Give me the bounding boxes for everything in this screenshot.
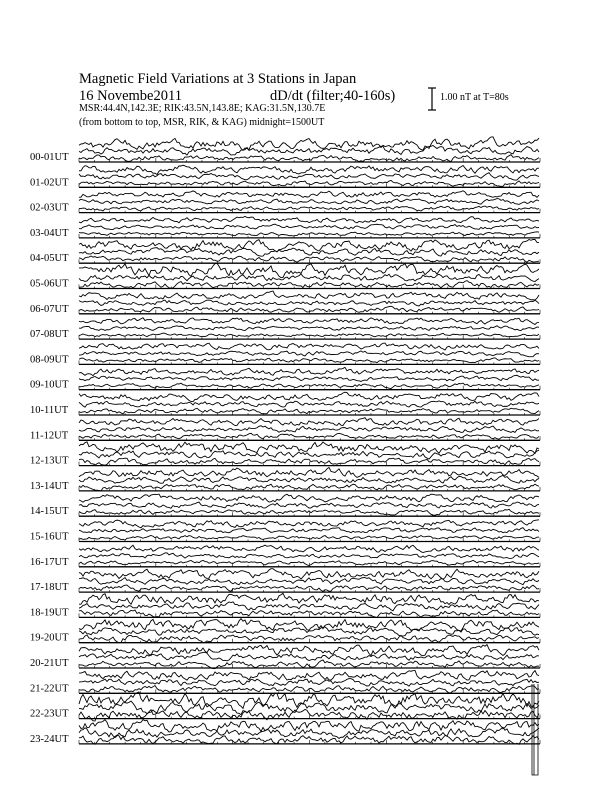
station-coordinates: MSR:44.4N,142.3E; RIK:43.5N,143.8E; KAG:31.5N,130.7E [79, 103, 326, 114]
hour-label: 06-07UT [30, 303, 69, 315]
trace-rik [79, 248, 539, 257]
trace-rik [79, 351, 539, 357]
hour-label: 00-01UT [30, 152, 69, 163]
trace-kag [79, 442, 539, 454]
hour-label: 16-17UT [30, 556, 69, 568]
trace-kag [79, 191, 539, 198]
trace-kag [79, 291, 539, 300]
hour-label: 20-21UT [30, 658, 69, 669]
trace-kag [79, 263, 539, 277]
trace-kag [79, 418, 539, 426]
station-order-note: (from bottom to top, MSR, RIK, & KAG) midnight=1500UT [79, 117, 325, 128]
hour-label: 10-11UT [30, 405, 69, 416]
trace-msr [79, 281, 539, 289]
trace-rik [79, 401, 539, 407]
trace-msr [79, 408, 539, 414]
trace-kag [79, 239, 539, 251]
hour-label: 19-20UT [30, 632, 69, 644]
trace-kag [79, 670, 539, 680]
trace-msr [79, 206, 539, 211]
trace-rik [79, 300, 539, 306]
trace-msr [79, 610, 539, 618]
trace-kag [79, 367, 539, 375]
hour-label: 18-19UT [30, 607, 69, 619]
hour-label: 09-10UT [30, 379, 69, 391]
trace-kag [79, 720, 539, 732]
hour-label: 07-08UT [30, 329, 69, 341]
trace-msr [79, 256, 539, 262]
trace-kag [79, 494, 539, 502]
trace-rik [79, 224, 539, 229]
hour-label: 21-22UT [30, 683, 69, 695]
trace-kag [79, 165, 539, 174]
hour-label: 12-13UT [30, 455, 69, 467]
trace-msr [79, 333, 539, 337]
trace-kag [79, 318, 539, 325]
trace-msr [79, 735, 539, 744]
trace-rik [79, 475, 539, 483]
trace-rik [79, 274, 539, 282]
trace-msr [79, 660, 539, 669]
trace-msr [79, 306, 539, 312]
chart-date: 16 Novembe2011 [79, 88, 182, 104]
scale-bar [428, 88, 436, 110]
trace-kag [79, 593, 539, 604]
trace-msr [79, 709, 539, 721]
trace-msr [79, 585, 539, 591]
trace-rik [79, 679, 539, 687]
trace-rik [79, 375, 539, 381]
trace-msr [79, 458, 539, 465]
trace-msr [79, 155, 539, 162]
chart-title: Magnetic Field Variations at 3 Stations in Japan [79, 71, 357, 87]
trace-kag [79, 392, 539, 401]
hour-label: 04-05UT [30, 253, 69, 265]
hour-label: 01-02UT [30, 177, 69, 189]
trace-msr [79, 509, 539, 515]
hour-label: 05-06UT [30, 278, 69, 290]
trace-msr [79, 484, 539, 491]
hour-label: 23-24UT [30, 733, 69, 745]
trace-rik [79, 173, 539, 180]
trace-msr [79, 560, 539, 565]
trace-msr [79, 383, 539, 388]
trace-rik [79, 578, 539, 585]
trace-rik [79, 553, 539, 559]
trace-msr [79, 358, 539, 363]
trace-kag [79, 343, 539, 350]
trace-rik [79, 199, 539, 205]
hour-label: 11-12UT [30, 430, 69, 442]
hour-label: 02-03UT [30, 202, 69, 214]
hour-label: 22-23UT [30, 708, 69, 720]
hour-label: 14-15UT [30, 506, 69, 518]
trace-rik [79, 502, 539, 508]
hour-label: 17-18UT [30, 582, 69, 594]
trace-rik [79, 326, 539, 331]
trace-kag [79, 520, 539, 528]
chart-mode: dD/dt (filter;40-160s) [270, 88, 396, 104]
scale-bar-label: 1.00 nT at T=80s [440, 92, 509, 103]
hour-label: 08-09UT [30, 354, 69, 366]
trace-msr [79, 232, 539, 236]
trace-msr [79, 180, 539, 186]
trace-kag [79, 619, 539, 631]
trace-msr [79, 535, 539, 540]
trace-kag [79, 545, 539, 552]
trace-rik [79, 426, 539, 433]
hour-label: 13-14UT [30, 480, 69, 492]
trace-msr [79, 433, 539, 439]
hour-label: 03-04UT [30, 227, 69, 239]
trace-msr [79, 635, 539, 643]
trace-rik [79, 450, 539, 459]
hour-label: 15-16UT [30, 531, 69, 543]
trace-msr [79, 686, 539, 693]
trace-kag [79, 467, 539, 477]
trace-kag [79, 216, 539, 223]
trace-rik [79, 602, 539, 611]
trace-rik [79, 528, 539, 533]
trace-kag [79, 645, 539, 656]
trace-rik [79, 627, 539, 636]
